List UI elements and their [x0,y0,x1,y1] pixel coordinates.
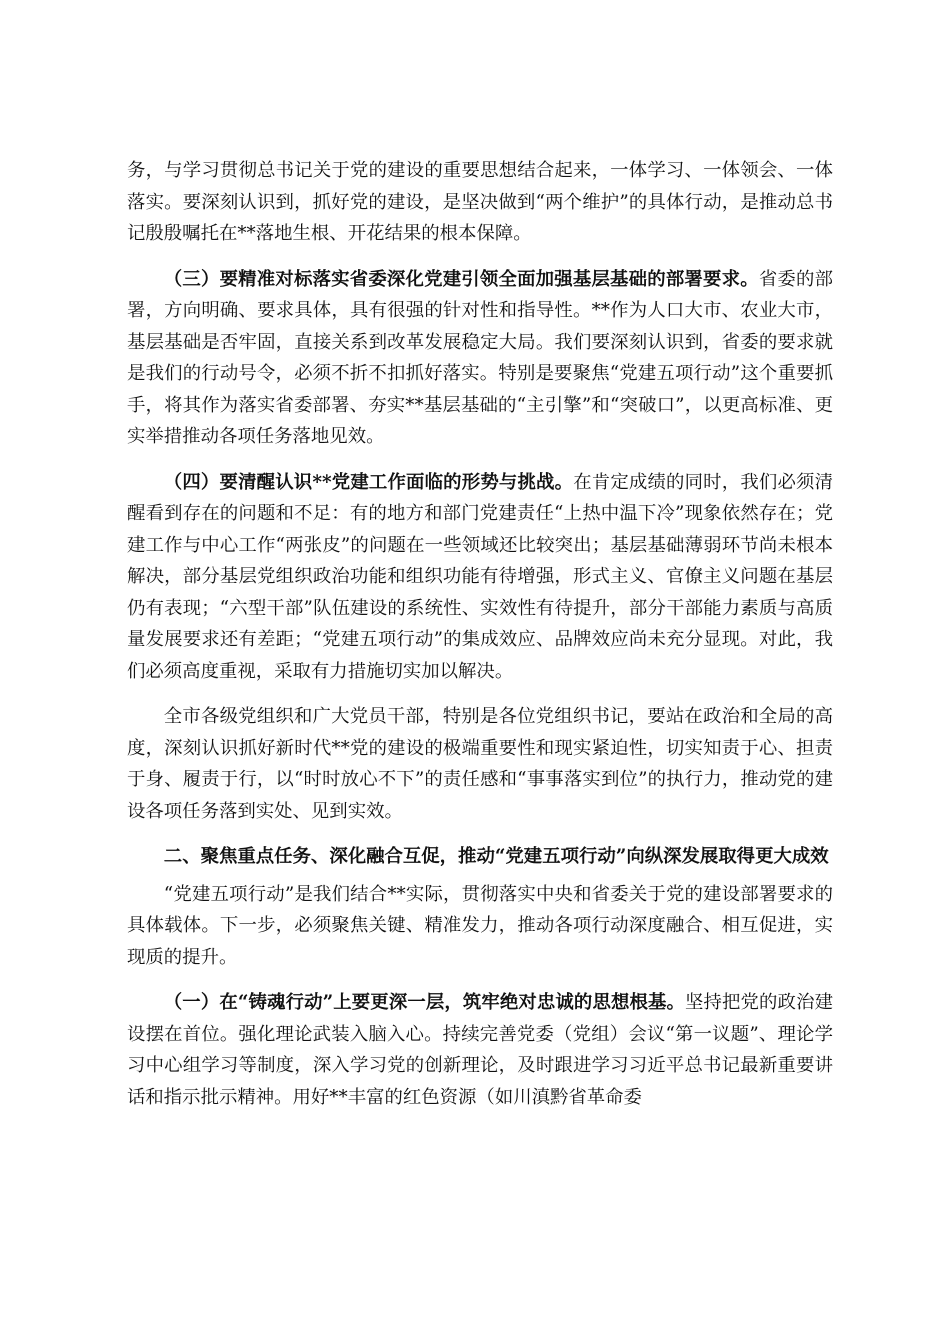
paragraph-lead: （一）在“铸魂行动”上要更深一层，筑牢绝对忠诚的思想根基。 [163,992,685,1013]
paragraph-intro [127,879,833,974]
paragraph-text: 全市各级党组织和广大党员干部，特别是各位党组织书记，要站在政治和全局的高度，深刻认识抓好新时代**党的建设的极端重要性和现实紧迫性，切实知责于心、担责于身、履责于行，以“时时放心不下”的责任感和“事事落实到位”的执行力，推动党的建设各项任务落到实处、见到实效。 [127,706,833,822]
paragraph-point-one [127,987,833,1113]
paragraph-point-four [127,467,833,688]
paragraph-summary [127,701,833,827]
paragraph-point-three [127,264,833,453]
paragraph-text: 在肯定成绩的同时，我们必须清醒看到存在的问题和不足：有的地方和部门党建责任“上热中温下冷”现象依然存在；党建工作与中心工作“两张皮”的问题在一些领域还比较突出；基层基础薄弱环节尚未根本解决，部分基层党组织政治功能和组织功能有待增强，形式主义、官僚主义问题在基层仍有表现；“六型干部”队伍建设的系统性、实效性有待提升，部分干部能力素质与高质量发展要求还有差距；“党建五项行动”的集成效应、品牌效应尚未充分显现。对此，我们必须高度重视，采取有力措施切实加以解决。 [127,471,833,682]
paragraph-text: 坚持把党的政治建设摆在首位。强化理论武装入脑入心。持续完善党委（党组）会议“第一议题”、理论学习中心组学习等制度，深入学习党的创新理论，及时跟进学习习近平总书记最新重要讲话和指示批示精神。用好**丰富的红色资源（如川滇黔省革命委 [127,992,833,1108]
paragraph-text: 务，与学习贯彻总书记关于党的建设的重要思想结合起来，一体学习、一体领会、一体落实。要深刻认识到，抓好党的建设，是坚决做到“两个维护”的具体行动，是推动总书记殷殷嘱托在**落地生根、开花结果的根本保障。 [127,160,833,244]
section-heading: 二、聚焦重点任务、深化融合互促，推动“党建五项行动”向纵深发展取得更大成效 [163,846,829,867]
paragraph-lead: （四）要清醒认识**党建工作面临的形势与挑战。 [163,471,574,493]
document-body [127,155,833,1127]
paragraph-lead: （三）要精准对标落实省委深化党建引领全面加强基层基础的部署要求。 [163,268,759,290]
paragraph-text: 省委的部署，方向明确、要求具体，具有很强的针对性和指导性。**作为人口大市、农业大市，基层基础是否牢固，直接关系到改革发展稳定大局。我们要深刻认识到，省委的要求就是我们的行动号令，必须不折不扣抓好落实。特别是要聚焦“党建五项行动”这个重要抓手，将其作为落实省委部署、夯实**基层基础的“主引擎”和“突破口”，以更高标准、更实举措推动各项任务落地见效。 [127,268,833,447]
paragraph-text: “党建五项行动”是我们结合**实际，贯彻落实中央和省委关于党的建设部署要求的具体载体。下一步，必须聚焦关键、精准发力，推动各项行动深度融合、相互促进，实现质的提升。 [127,883,833,968]
paragraph-continuation [127,155,833,250]
